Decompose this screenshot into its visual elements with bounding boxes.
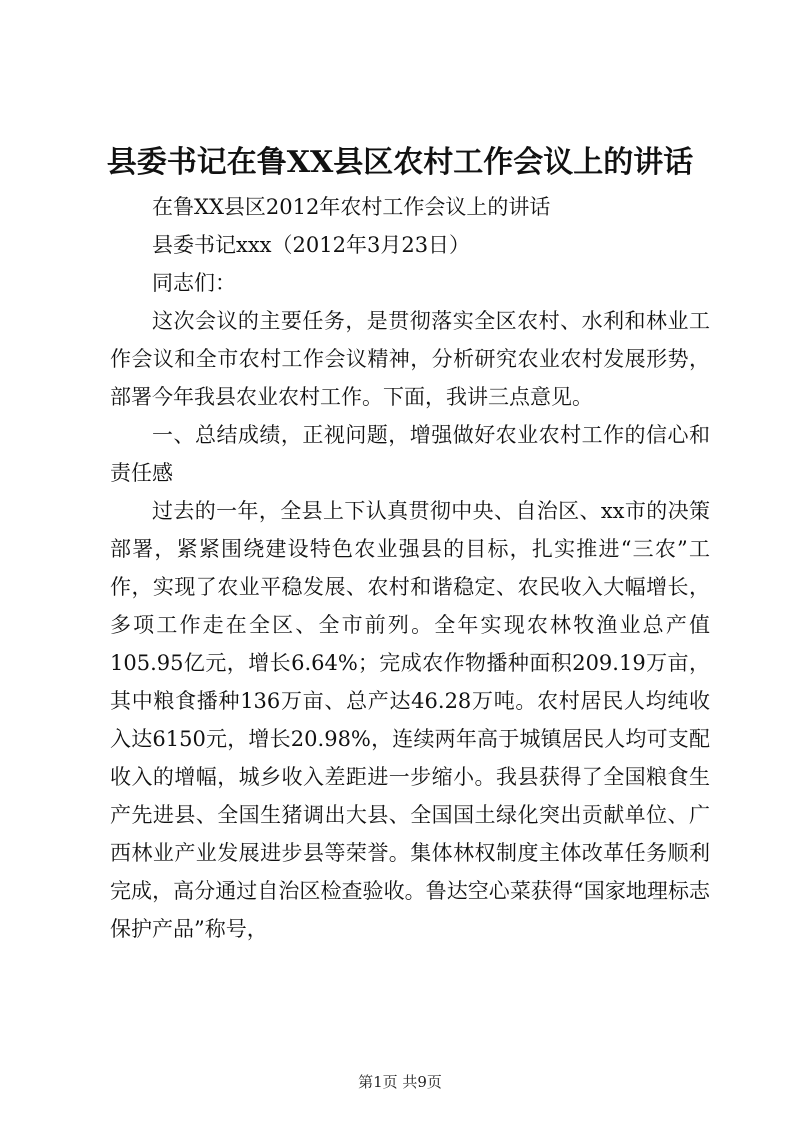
paragraph-speaker-date: 县委书记xxx（2012年3月23日） <box>152 233 471 257</box>
paragraph-review: 过去的一年，全县上下认真贯彻中央、自治区、xx市的决策部署，紧紧围绕建设特色农业强县的目标，扎实推进“三农”工作，实现了农业平稳发展、农村和谐稳定、农民收入大幅增长，多项工作走在全区、全市前列。全年实现农林牧渔业总产值105.95亿元，增长6.64%；完成农作物播种面积209.19万亩，其中粮食播种136万亩、总产达46.28万吨。农村居民人均纯收入达6150元，增长20.98%，连续两年高于城镇居民人均可支配收入的增幅，城乡收入差距进一步缩小。我县获得了全国粮食生产先进县、全国生猪调出大县、全国国土绿化突出贡献单位、广西林业产业发展进步县等荣誉。集体林权制度主体改革任务顺利完成，高分通过自治区检查验收。鲁达空心菜获得“国家地理标志保护产品”称号， <box>110 499 710 941</box>
document-body <box>110 188 710 948</box>
paragraph-subtitle: 在鲁XX县区2012年农村工作会议上的讲话 <box>152 195 551 219</box>
paragraph-salutation: 同志们： <box>152 271 236 295</box>
document-title: 县委书记在鲁XX县区农村工作会议上的讲话 <box>106 145 694 180</box>
page-footer: 第1页 共9页 <box>358 1073 442 1091</box>
paragraph-intro: 这次会议的主要任务，是贯彻落实全区农村、水利和林业工作会议和全市农村工作会议精神，分析研究农业农村发展形势，部署今年我县农业农村工作。下面，我讲三点意见。 <box>110 309 710 409</box>
paragraph-section-heading: 一、总结成绩，正视问题，增强做好农业农村工作的信心和责任感 <box>110 423 710 485</box>
